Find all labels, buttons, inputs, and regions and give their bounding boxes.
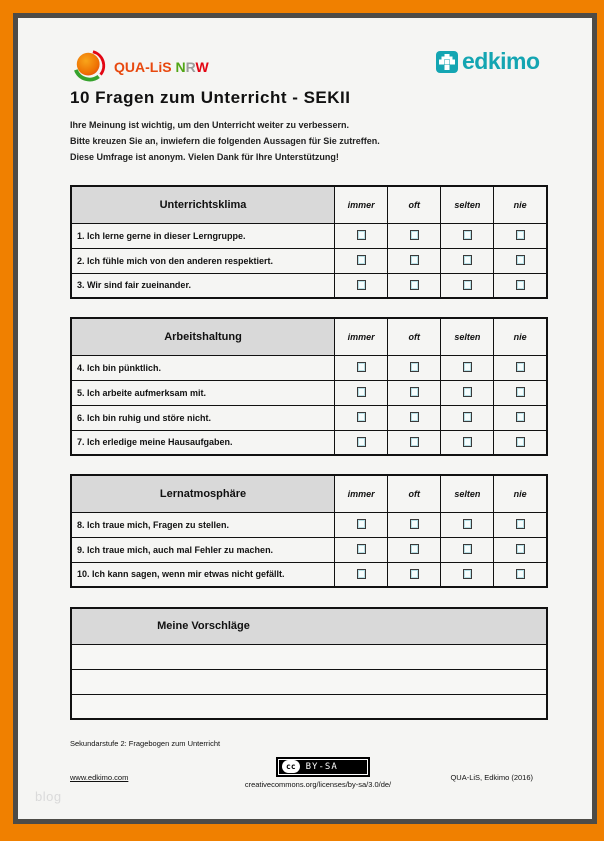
checkbox-selten[interactable] [463,412,472,422]
question-row [71,512,547,537]
checkbox-cell-selten [441,380,494,405]
checkbox-cell-selten [441,248,494,273]
checkbox-cell-selten [441,223,494,248]
checkbox-nie[interactable] [516,280,525,290]
checkbox-cell-immer [335,223,388,248]
checkbox-cell-oft [388,380,441,405]
table-meine-vorschlaege [70,607,548,720]
checkbox-cell-selten [441,430,494,455]
checkbox-cell-oft [388,248,441,273]
cc-badge[interactable] [276,757,370,777]
intro-line-2: Bitte kreuzen Sie an, inwiefern die folgenden Aussagen für Sie zutreffen. [70,136,380,146]
rating-header-nie: nie [494,475,547,512]
checkbox-cell-oft [388,273,441,298]
cc-license-badge[interactable] [258,756,388,777]
checkbox-cell-nie [494,355,547,380]
intro-line-1: Ihre Meinung ist wichtig, um den Unterricht weiter zu verbessern. [70,120,350,130]
question-row [71,355,547,380]
suggestion-row [71,694,547,719]
document-label: Sekundarstufe 2: Fragebogen zum Unterricht [70,739,221,748]
checkbox-nie[interactable] [516,412,525,422]
intro-text [70,117,380,165]
checkbox-immer[interactable] [357,569,366,579]
question-row [71,248,547,273]
checkbox-cell-nie [494,380,547,405]
checkbox-immer[interactable] [357,437,366,447]
table-arbeitshaltung [70,317,548,456]
intro-line-3: Diese Umfrage ist anonym. Vielen Dank für Ihre Unterstützung! [70,152,339,162]
question-row [71,380,547,405]
question-row [71,430,547,455]
checkbox-oft[interactable] [410,230,419,240]
checkbox-immer[interactable] [357,519,366,529]
edkimo-logo-text: edkimo [462,48,540,74]
checkbox-oft[interactable] [410,280,419,290]
checkbox-nie[interactable] [516,569,525,579]
checkbox-cell-oft [388,512,441,537]
checkbox-oft[interactable] [410,412,419,422]
checkbox-cell-selten [441,405,494,430]
checkbox-nie[interactable] [516,362,525,372]
checkbox-oft[interactable] [410,362,419,372]
checkbox-immer[interactable] [357,255,366,265]
table-category-header: Unterrichtsklima [71,186,335,223]
checkbox-cell-nie [494,430,547,455]
rating-header-oft: oft [388,318,441,355]
suggestion-input-row[interactable] [71,669,547,694]
rating-header-oft: oft [388,475,441,512]
checkbox-cell-oft [388,562,441,587]
rating-header-nie: nie [494,318,547,355]
checkbox-selten[interactable] [463,437,472,447]
checkbox-cell-oft [388,537,441,562]
checkbox-selten[interactable] [463,519,472,529]
suggestion-input-row[interactable] [71,694,547,719]
checkbox-cell-nie [494,248,547,273]
checkbox-cell-nie [494,223,547,248]
question-text: 4. Ich bin pünktlich. [71,355,335,380]
checkbox-nie[interactable] [516,230,525,240]
checkbox-immer[interactable] [357,412,366,422]
suggestion-row [71,644,547,669]
checkbox-nie[interactable] [516,255,525,265]
rating-header-nie: nie [494,186,547,223]
question-row [71,537,547,562]
page-title: 10 Fragen zum Unterricht - SEKII [70,88,351,107]
checkbox-oft[interactable] [410,544,419,554]
checkbox-cell-nie [494,405,547,430]
rating-header-immer: immer [335,475,388,512]
checkbox-cell-immer [335,405,388,430]
qualis-logo-icon [73,48,111,86]
checkbox-cell-immer [335,537,388,562]
checkbox-immer[interactable] [357,544,366,554]
rating-header-oft: oft [388,186,441,223]
question-text: 8. Ich traue mich, Fragen zu stellen. [71,512,335,537]
edkimo-logo [436,48,540,75]
edkimo-logo-icon [436,51,458,73]
qualis-logo-text: QUA-LiS NRW [114,59,209,75]
checkbox-immer[interactable] [357,387,366,397]
checkbox-nie[interactable] [516,387,525,397]
checkbox-selten[interactable] [463,230,472,240]
blog-watermark: blog [35,789,62,804]
suggestion-row [71,669,547,694]
rating-header-selten: selten [441,475,494,512]
checkbox-selten[interactable] [463,255,472,265]
question-text: 1. Ich lerne gerne in dieser Lerngruppe. [71,223,335,248]
checkbox-immer[interactable] [357,280,366,290]
checkbox-cell-oft [388,430,441,455]
checkbox-cell-nie [494,537,547,562]
checkbox-cell-oft [388,405,441,430]
checkbox-nie[interactable] [516,519,525,529]
checkbox-cell-selten [441,562,494,587]
question-text: 9. Ich traue mich, auch mal Fehler zu machen. [71,537,335,562]
license-url[interactable]: creativecommons.org/licenses/by-sa/3.0/de/ [244,780,392,789]
checkbox-cell-oft [388,355,441,380]
credit-text: QUA-LiS, Edkimo (2016) [450,773,533,782]
checkbox-oft[interactable] [410,569,419,579]
question-text: 3. Wir sind fair zueinander. [71,273,335,298]
checkbox-selten[interactable] [463,569,472,579]
checkbox-nie[interactable] [516,544,525,554]
website-link[interactable]: www.edkimo.com [70,773,129,782]
table-category-header: Lernatmosphäre [71,475,335,512]
question-row [71,405,547,430]
checkbox-cell-immer [335,562,388,587]
checkbox-cell-immer [335,355,388,380]
rating-header-immer: immer [335,318,388,355]
table-unterrichtsklima [70,185,548,299]
cc-badge-label: BY-SA [305,761,338,772]
checkbox-cell-selten [441,512,494,537]
checkbox-selten[interactable] [463,362,472,372]
checkbox-cell-nie [494,273,547,298]
question-row [71,273,547,298]
checkbox-cell-nie [494,562,547,587]
checkbox-oft[interactable] [410,255,419,265]
checkbox-immer[interactable] [357,362,366,372]
checkbox-oft[interactable] [410,387,419,397]
question-text: 7. Ich erledige meine Hausaufgaben. [71,430,335,455]
rating-header-immer: immer [335,186,388,223]
checkbox-selten[interactable] [463,387,472,397]
checkbox-nie[interactable] [516,437,525,447]
checkbox-cell-immer [335,512,388,537]
checkbox-cell-immer [335,380,388,405]
checkbox-cell-oft [388,223,441,248]
checkbox-cell-immer [335,430,388,455]
question-row [71,562,547,587]
checkbox-cell-selten [441,355,494,380]
checkbox-selten[interactable] [463,544,472,554]
checkbox-cell-selten [441,273,494,298]
suggestion-input-row[interactable] [71,644,547,669]
checkbox-selten[interactable] [463,280,472,290]
rating-header-selten: selten [441,186,494,223]
suggestions-title: Meine Vorschläge [157,620,250,633]
table-lernatmosphaere [70,474,548,588]
question-text: 10. Ich kann sagen, wenn mir etwas nicht gefällt. [71,562,335,587]
checkbox-immer[interactable] [357,230,366,240]
checkbox-cell-immer [335,248,388,273]
question-row [71,223,547,248]
checkbox-cell-selten [441,537,494,562]
question-text: 6. Ich bin ruhig und störe nicht. [71,405,335,430]
checkbox-cell-nie [494,512,547,537]
checkbox-cell-immer [335,273,388,298]
qualis-nrw-logo [73,48,209,86]
questionnaire-page [13,13,597,824]
question-text: 5. Ich arbeite aufmerksam mit. [71,380,335,405]
suggestions-header [71,608,547,644]
question-text: 2. Ich fühle mich von den anderen respektiert. [71,248,335,273]
table-category-header: Arbeitshaltung [71,318,335,355]
checkbox-oft[interactable] [410,519,419,529]
rating-header-selten: selten [441,318,494,355]
cc-icon: cc [282,760,300,773]
checkbox-oft[interactable] [410,437,419,447]
